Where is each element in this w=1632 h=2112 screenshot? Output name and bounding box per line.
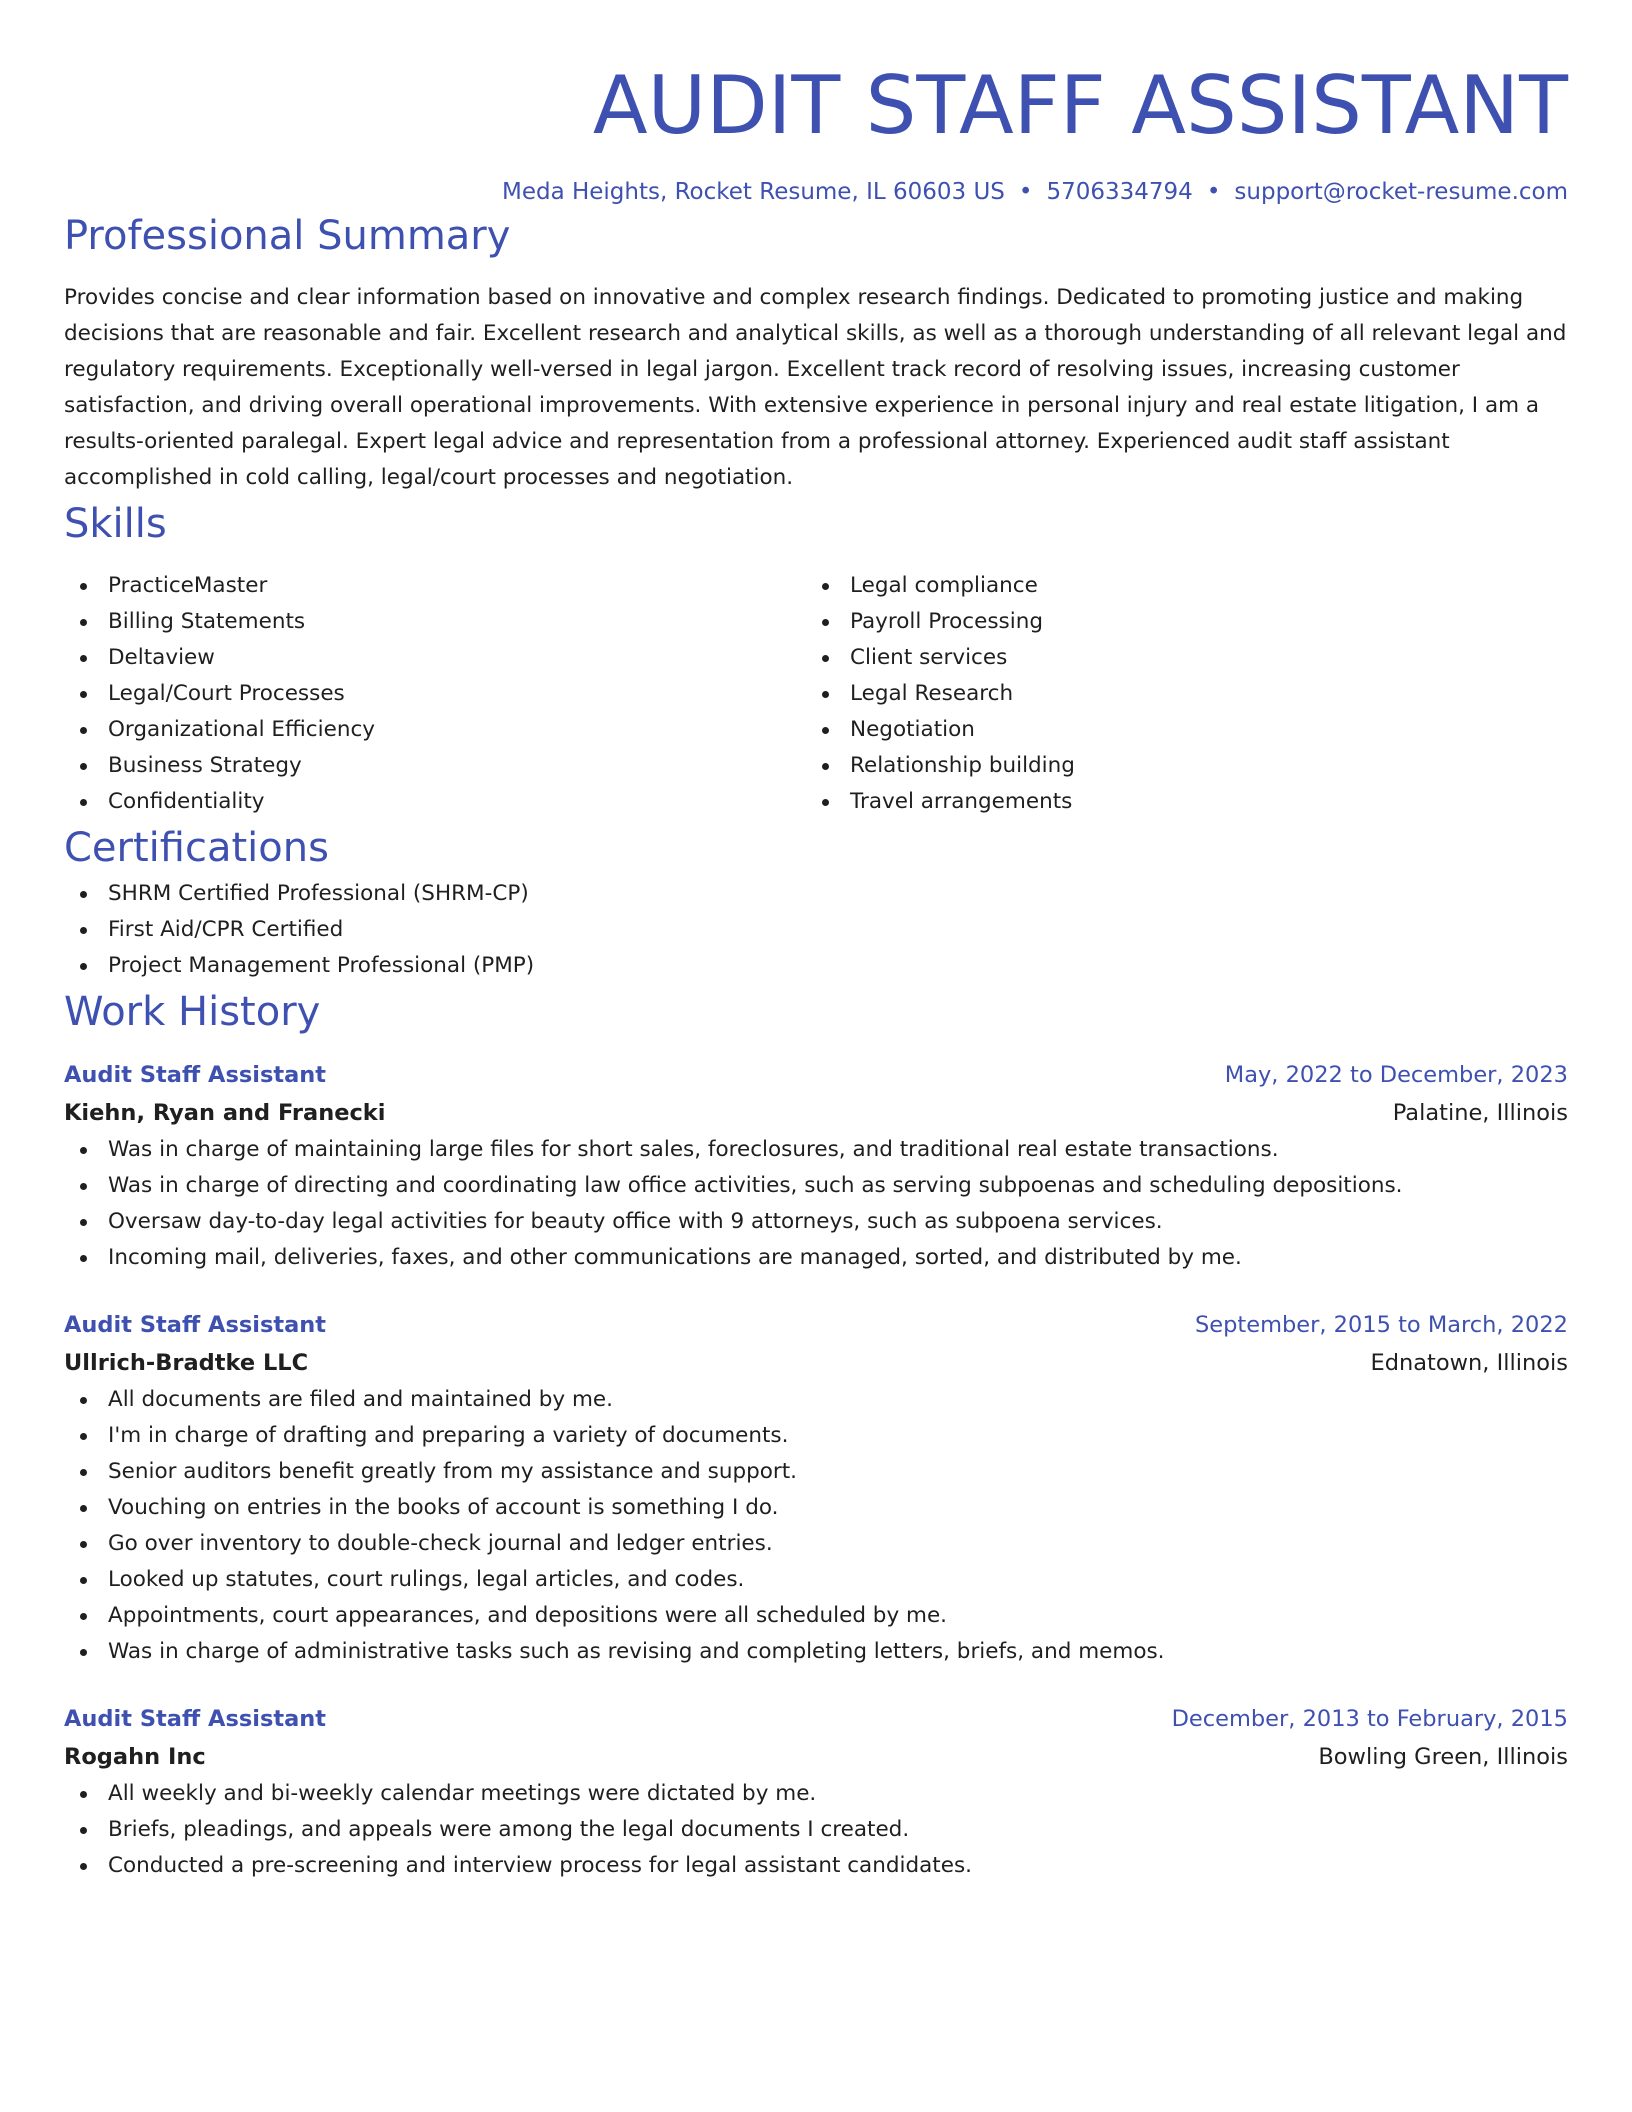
skill-item: Legal compliance <box>806 568 1548 604</box>
job-duties-list <box>64 1776 1568 1884</box>
bullet-dot <box>80 655 87 662</box>
skills-column-right <box>806 568 1548 820</box>
job-company: Rogahn Inc <box>64 1744 206 1770</box>
contact-phone: 5706334794 <box>1046 179 1193 205</box>
skill-item: Business Strategy <box>64 748 806 784</box>
contact-email: support@rocket-resume.com <box>1234 179 1568 205</box>
bullet-dot <box>80 1577 87 1584</box>
bullet-dot <box>80 799 87 806</box>
bullet-dot <box>822 583 829 590</box>
job-location: Bowling Green, Illinois <box>1318 1744 1568 1770</box>
bullet-dot <box>822 619 829 626</box>
skill-item: Relationship building <box>806 748 1548 784</box>
candidate-name: AUDIT STAFF ASSISTANT <box>592 59 1568 152</box>
job-duty: All documents are filed and maintained by me. <box>64 1382 1568 1418</box>
bullet-dot <box>80 691 87 698</box>
bullet-dot <box>80 1613 87 1620</box>
bullet-dot <box>80 927 87 934</box>
skills-heading: Skills <box>64 501 167 547</box>
job-duties-list <box>64 1132 1568 1276</box>
skill-item: Deltaview <box>64 640 806 676</box>
bullet-dot <box>80 619 87 626</box>
job-duties-list <box>64 1382 1568 1670</box>
skill-item: Billing Statements <box>64 604 806 640</box>
job-duty: Briefs, pleadings, and appeals were among the legal documents I created. <box>64 1812 1568 1848</box>
job-duty: Go over inventory to double-check journal and ledger entries. <box>64 1526 1568 1562</box>
job-duty: Incoming mail, deliveries, faxes, and other communications are managed, sorted, and distributed by me. <box>64 1240 1568 1276</box>
job-title: Audit Staff Assistant <box>64 1062 327 1088</box>
skills-grid <box>64 568 1568 820</box>
skill-item: Legal/Court Processes <box>64 676 806 712</box>
skill-item: PracticeMaster <box>64 568 806 604</box>
job-duty: Conducted a pre-screening and interview process for legal assistant candidates. <box>64 1848 1568 1884</box>
skills-list-right <box>806 568 1548 820</box>
bullet-dot <box>822 691 829 698</box>
bullet-dot <box>80 1505 87 1512</box>
job-duty: Appointments, court appearances, and depositions were all scheduled by me. <box>64 1598 1568 1634</box>
skills-column-left <box>64 568 806 820</box>
job-entry <box>64 1700 1568 1884</box>
resume-page <box>64 0 1568 1884</box>
job-duty: Oversaw day-to-day legal activities for beauty office with 9 attorneys, such as subpoena services. <box>64 1204 1568 1240</box>
certification-item: Project Management Professional (PMP) <box>64 948 1568 984</box>
skill-item: Legal Research <box>806 676 1548 712</box>
bullet-dot <box>80 1469 87 1476</box>
job-company-row <box>64 1738 1568 1776</box>
job-dates: May, 2022 to December, 2023 <box>1224 1062 1568 1088</box>
skill-item: Travel arrangements <box>806 784 1548 820</box>
bullet-dot <box>822 799 829 806</box>
job-title: Audit Staff Assistant <box>64 1706 327 1732</box>
contact-line <box>64 176 1568 208</box>
skills-list-left <box>64 568 806 820</box>
job-duty: Senior auditors benefit greatly from my assistance and support. <box>64 1454 1568 1490</box>
bullet-dot <box>80 583 87 590</box>
job-company: Kiehn, Ryan and Franecki <box>64 1100 386 1126</box>
bullet-dot <box>80 1541 87 1548</box>
bullet-dot <box>80 727 87 734</box>
job-header-row <box>64 1700 1568 1738</box>
job-duty: Was in charge of administrative tasks such as revising and completing letters, briefs, and memos. <box>64 1634 1568 1670</box>
job-company: Ullrich-Bradtke LLC <box>64 1350 309 1376</box>
work-history-heading: Work History <box>64 989 321 1035</box>
skill-item: Organizational Efficiency <box>64 712 806 748</box>
job-company-row <box>64 1094 1568 1132</box>
bullet-dot <box>80 963 87 970</box>
job-duty: Looked up statutes, court rulings, legal articles, and codes. <box>64 1562 1568 1598</box>
bullet-dot <box>80 1791 87 1798</box>
summary-text: Provides concise and clear information based on innovative and complex research findings. Dedicated to promoting justice and making decisions that are reasonable and fair. Excellent research and analytical skills, as well as a thorough understanding of all relevant legal and regulatory requirements. Exceptionally well-versed in legal jargon. Excellent track record of resolving issues, increasing customer satisfaction, and driving overall operational improvements. With extensive experience in personal injury and real estate litigation, I am a results-oriented paralegal. Expert legal advice and representation from a professional attorney. Experienced audit staff assistant accomplished in cold calling, legal/court processes and negotiation. <box>64 285 1567 490</box>
job-header-row <box>64 1306 1568 1344</box>
bullet-dot <box>80 763 87 770</box>
certification-item: First Aid/CPR Certified <box>64 912 1568 948</box>
job-company-row <box>64 1344 1568 1382</box>
bullet-dot <box>80 1183 87 1190</box>
job-duty: Vouching on entries in the books of account is something I do. <box>64 1490 1568 1526</box>
contact-separator: • <box>1206 179 1221 205</box>
bullet-dot <box>80 1433 87 1440</box>
bullet-dot <box>80 1649 87 1656</box>
job-duty: All weekly and bi-weekly calendar meetings were dictated by me. <box>64 1776 1568 1812</box>
job-entry <box>64 1306 1568 1670</box>
job-header-row <box>64 1056 1568 1094</box>
bullet-dot <box>80 891 87 898</box>
skill-item: Confidentiality <box>64 784 806 820</box>
job-location: Palatine, Illinois <box>1392 1100 1568 1126</box>
contact-address: Meda Heights, Rocket Resume, IL 60603 US <box>501 179 1005 205</box>
job-title: Audit Staff Assistant <box>64 1312 327 1338</box>
job-duty: Was in charge of directing and coordinating law office activities, such as serving subpoenas and scheduling depositions. <box>64 1168 1568 1204</box>
bullet-dot <box>80 1397 87 1404</box>
job-location: Ednatown, Illinois <box>1370 1350 1568 1376</box>
certifications-heading: Certifications <box>64 825 329 871</box>
job-duty: Was in charge of maintaining large files for short sales, foreclosures, and traditional real estate transactions. <box>64 1132 1568 1168</box>
job-entry <box>64 1056 1568 1276</box>
bullet-dot <box>80 1863 87 1870</box>
job-duty: I'm in charge of drafting and preparing a variety of documents. <box>64 1418 1568 1454</box>
job-dates: September, 2015 to March, 2022 <box>1195 1312 1568 1338</box>
certification-item: SHRM Certified Professional (SHRM-CP) <box>64 876 1568 912</box>
bullet-dot <box>80 1219 87 1226</box>
summary-heading: Professional Summary <box>64 213 511 259</box>
bullet-dot <box>80 1827 87 1834</box>
skill-item: Negotiation <box>806 712 1548 748</box>
bullet-dot <box>822 655 829 662</box>
bullet-dot <box>822 727 829 734</box>
skill-item: Payroll Processing <box>806 604 1548 640</box>
bullet-dot <box>80 1147 87 1154</box>
certifications-list <box>64 876 1568 984</box>
bullet-dot <box>80 1255 87 1262</box>
bullet-dot <box>822 763 829 770</box>
skill-item: Client services <box>806 640 1548 676</box>
contact-separator: • <box>1018 179 1033 205</box>
job-dates: December, 2013 to February, 2015 <box>1171 1706 1568 1732</box>
